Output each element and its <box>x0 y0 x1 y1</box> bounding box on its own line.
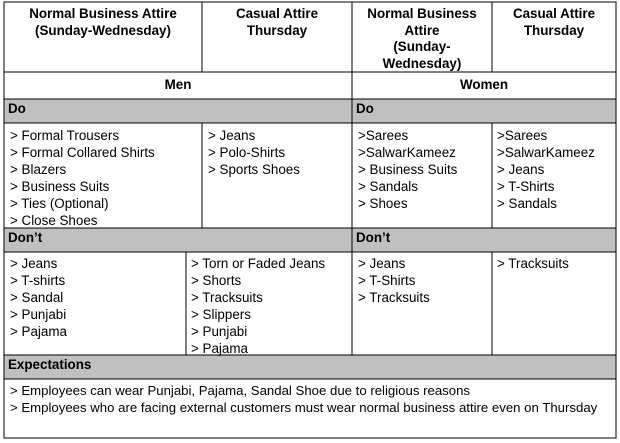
do-label-men: Do <box>8 101 26 116</box>
list-item: > Jeans <box>497 162 545 177</box>
list-item: > Sports Shoes <box>208 162 300 177</box>
header-line: Casual Attire <box>512 6 596 21</box>
header-line: Attire <box>404 22 440 38</box>
dont-label-women: Don’t <box>356 230 391 245</box>
list-item: > Tracksuits <box>358 290 430 305</box>
list-item: > Pajama <box>10 324 67 339</box>
dont-label-men: Don’t <box>8 230 43 245</box>
list-item: > Sandals <box>497 196 557 211</box>
list-item: >Sarees <box>358 128 409 143</box>
list-item: > Blazers <box>10 162 67 177</box>
list-item: > Formal Trousers <box>10 128 120 143</box>
list-item: > Formal Collared Shirts <box>10 145 155 160</box>
list-item: > Slippers <box>191 307 251 322</box>
list-item: > Tracksuits <box>191 290 263 305</box>
list-item: > Sandal <box>10 290 64 305</box>
list-item: > Shorts <box>191 273 242 288</box>
list-item: >SalwarKameez <box>358 145 456 160</box>
expectation-item: > Employees can wear Punjabi, Pajama, Sandal Shoe due to religious reasons <box>10 383 471 398</box>
list-item: > Jeans <box>358 256 406 271</box>
list-item: > Jeans <box>208 128 256 143</box>
list-item: > Pajama <box>191 341 248 356</box>
list-item: > T-Shirts <box>497 179 555 194</box>
list-item: > Punjabi <box>191 324 248 339</box>
list-item: > Torn or Faded Jeans <box>191 256 326 271</box>
list-item: > Polo-Shirts <box>208 145 286 160</box>
group-women-label: Women <box>459 77 509 92</box>
header-line: Thursday <box>246 22 308 38</box>
list-item: >Sarees <box>497 128 548 143</box>
list-item: > Punjabi <box>10 307 67 322</box>
list-item: > Tracksuits <box>497 256 569 271</box>
list-item: > Jeans <box>10 256 58 271</box>
list-item: > Business Suits <box>358 162 458 177</box>
list-item: > Business Suits <box>10 179 110 194</box>
list-item: > Ties (Optional) <box>10 196 109 211</box>
header-line: Wednesday) <box>382 55 462 71</box>
group-men-label: Men <box>164 77 192 92</box>
do-label-women: Do <box>356 101 374 116</box>
list-item: >SalwarKameez <box>497 145 595 160</box>
list-item: > T-Shirts <box>358 273 416 288</box>
header-line: (Sunday-Wednesday) <box>35 22 171 38</box>
header-line: (Sunday- <box>393 39 451 54</box>
header-line: Normal Business Attire <box>29 6 177 21</box>
list-item: > T-shirts <box>10 273 66 288</box>
list-item: > Shoes <box>358 196 408 211</box>
header-line: Casual Attire <box>235 6 319 21</box>
expectations-label: Expectations <box>8 357 92 372</box>
header-line: Normal Business <box>367 6 477 21</box>
list-item: > Sandals <box>358 179 418 194</box>
expectation-item: > Employees who are facing external customers must wear normal business attire even on Thursday <box>10 400 598 415</box>
list-item: > Close Shoes <box>10 213 98 228</box>
header-line: Thursday <box>523 22 585 38</box>
